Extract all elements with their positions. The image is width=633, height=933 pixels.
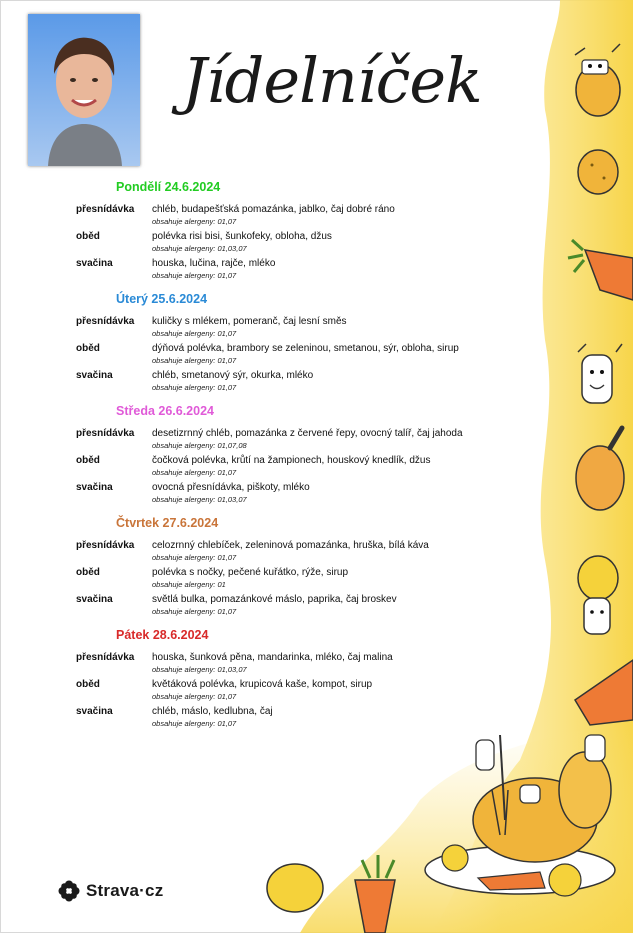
meal-description: chléb, smetanový sýr, okurka, mléko: [152, 370, 314, 381]
day-heading: Úterý 25.6.2024: [116, 292, 208, 306]
meal-label: přesnídávka: [76, 540, 135, 551]
allergens-note: obsahuje alergeny: 01,07: [152, 607, 237, 616]
meal-label: přesnídávka: [76, 428, 135, 439]
allergens-note: obsahuje alergeny: 01,07: [152, 468, 237, 477]
brand-name: Strava·cz: [86, 881, 164, 900]
meal-description: květáková polévka, krupicová kaše, kompot, sirup: [152, 679, 373, 690]
allergens-note: obsahuje alergeny: 01,07: [152, 217, 237, 226]
allergens-note: obsahuje alergeny: 01,03,07: [152, 244, 247, 253]
meal-label: oběd: [76, 231, 100, 242]
day-heading: Středa 26.6.2024: [116, 404, 214, 418]
allergens-note: obsahuje alergeny: 01,07: [152, 271, 237, 280]
meal-label: přesnídávka: [76, 316, 135, 327]
meal-description: polévka s nočky, pečené kuřátko, rýže, sirup: [152, 567, 349, 578]
allergens-note: obsahuje alergeny: 01,07,08: [152, 441, 247, 450]
allergens-note: obsahuje alergeny: 01,07: [152, 719, 237, 728]
meal-description: celozrnný chlebíček, zeleninová pomazánka, hruška, bílá káva: [152, 540, 429, 551]
day-heading: Čtvrtek 27.6.2024: [116, 516, 219, 530]
meal-label: svačina: [76, 706, 113, 717]
meal-label: svačina: [76, 370, 113, 381]
allergens-note: obsahuje alergeny: 01,03,07: [152, 495, 247, 504]
strava-logo: [58, 878, 163, 904]
allergens-note: obsahuje alergeny: 01,07: [152, 383, 237, 392]
day-heading: Pondělí 24.6.2024: [116, 180, 221, 194]
allergens-note: obsahuje alergeny: 01,03,07: [152, 665, 247, 674]
meal-description: houska, lučina, rajče, mléko: [152, 258, 276, 269]
meal-description: houska, šunková pěna, mandarinka, mléko, čaj malina: [152, 652, 393, 663]
allergens-note: obsahuje alergeny: 01,07: [152, 692, 237, 701]
meal-label: svačina: [76, 594, 113, 605]
allergens-note: obsahuje alergeny: 01,07: [152, 553, 237, 562]
meal-label: oběd: [76, 343, 100, 354]
meal-label: oběd: [76, 455, 100, 466]
meal-label: svačina: [76, 482, 113, 493]
meal-description: desetizrnný chléb, pomazánka z červené řepy, ovocný talíř, čaj jahoda: [152, 428, 463, 439]
meal-description: chléb, budapešťská pomazánka, jablko, čaj dobré ráno: [152, 204, 395, 215]
meal-label: přesnídávka: [76, 652, 135, 663]
meal-description: kuličky s mlékem, pomeranč, čaj lesní směs: [152, 316, 347, 327]
meal-label: oběd: [76, 679, 100, 690]
day-heading: Pátek 28.6.2024: [116, 628, 209, 642]
meal-description: polévka risi bisi, šunkofeky, obloha, džus: [152, 231, 332, 242]
meal-label: přesnídávka: [76, 204, 135, 215]
meal-description: dýňová polévka, brambory se zeleninou, smetanou, sýr, obloha, sirup: [152, 343, 459, 354]
allergens-note: obsahuje alergeny: 01,07: [152, 356, 237, 365]
meal-description: ovocná přesnídávka, piškoty, mléko: [152, 482, 310, 493]
meal-label: svačina: [76, 258, 113, 269]
flower-icon: [58, 880, 80, 902]
meal-description: čočková polévka, krůtí na žampionech, houskový knedlík, džus: [152, 455, 431, 466]
allergens-note: obsahuje alergeny: 01,07: [152, 329, 237, 338]
title-text: Jídelníček: [182, 44, 482, 117]
meal-description: chléb, máslo, kedlubna, čaj: [152, 706, 273, 717]
allergens-note: obsahuje alergeny: 01: [152, 580, 226, 589]
meal-label: oběd: [76, 567, 100, 578]
meal-description: světlá bulka, pomazánkové máslo, paprika, čaj broskev: [152, 594, 397, 605]
